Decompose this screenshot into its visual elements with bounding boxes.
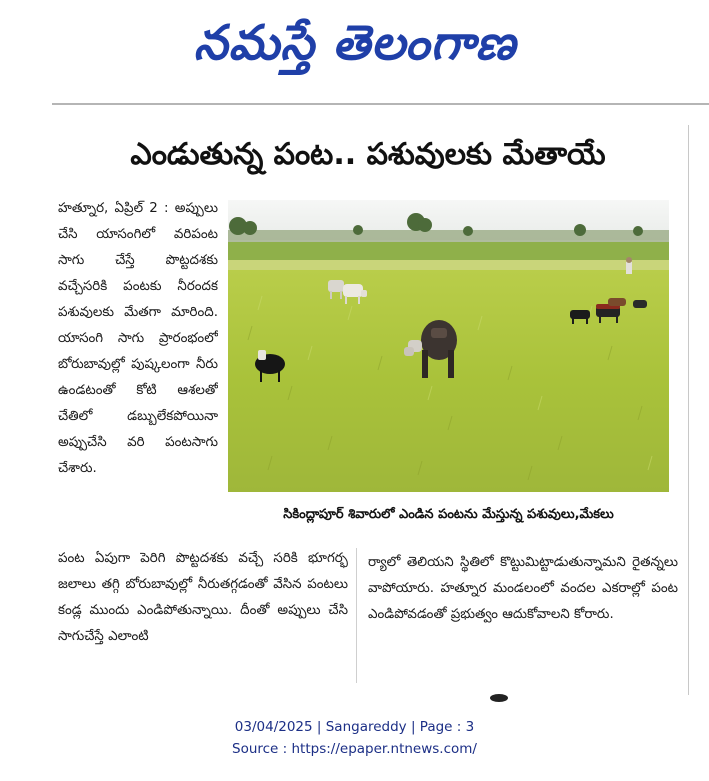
ink-mark: [490, 694, 508, 702]
masthead-title: నమస్తే తెలంగాణ: [193, 15, 517, 71]
top-rule: [52, 103, 709, 105]
footer: [0, 716, 709, 760]
footer-source-line: Source : https://epaper.ntnews.com/: [232, 741, 477, 757]
article-column-bottom-right: ర్యాలో తెలియని స్థితిలో కొట్టుమిట్టాడుతున్నామని రైతన్నలు వాపోయారు. హత్నూర మండలంలో వందల ఎకరాల్లో పంట ఎండిపోవడంతో ప్రభుత్వం ఆదుకోవాలని కోరారు.: [368, 555, 678, 622]
column-divider: [356, 548, 357, 683]
masthead: [0, 0, 709, 90]
article-headline: ఎండుతున్న పంట.. పశువులకు మేతాయే: [130, 137, 606, 172]
photo-caption: సికింద్లాపూర్ శివారులో ఎండిన పంటను మేస్తున్న పశువులు,మేకలు: [283, 507, 614, 522]
article-column-bottom-left: పంట ఏపుగా పెరిగి పొట్టదశకు వచ్చే సరికి భూగర్భ జలాలు తగ్గి బోరుబావుల్లో నీరుతగ్గడంతో వేసిన పంటలు కండ్ల ముందు ఎండిపోతున్నాయి. దీంతో అప్పులు చేసి సాగుచేస్తే ఎలాంటి: [58, 551, 348, 644]
article-photo: [228, 200, 669, 492]
side-rule: [688, 125, 689, 695]
article-column-left: హత్నూర, ఏప్రిల్ 2 : అప్పులు చేసి యాసంగిలో వరిపంట సాగు చేస్తే పొట్టదశకు వచ్చేసరికి పంటకు నీరందక పశువులకు మేతగా మారింది. యాసంగి సాగు ప్రారంభంలో బోరుబావుల్లో పుష్కలంగా నీరు ఉండటంతో కోటి ఆశలతో చేతిలో డబ్బులేకపోయినా అప్పుచేసి వరి పంటసాగు చేశారు.: [58, 201, 218, 476]
field-with-cattle-illustration: [228, 200, 669, 492]
footer-date-line: 03/04/2025 | Sangareddy | Page : 3: [234, 719, 475, 735]
